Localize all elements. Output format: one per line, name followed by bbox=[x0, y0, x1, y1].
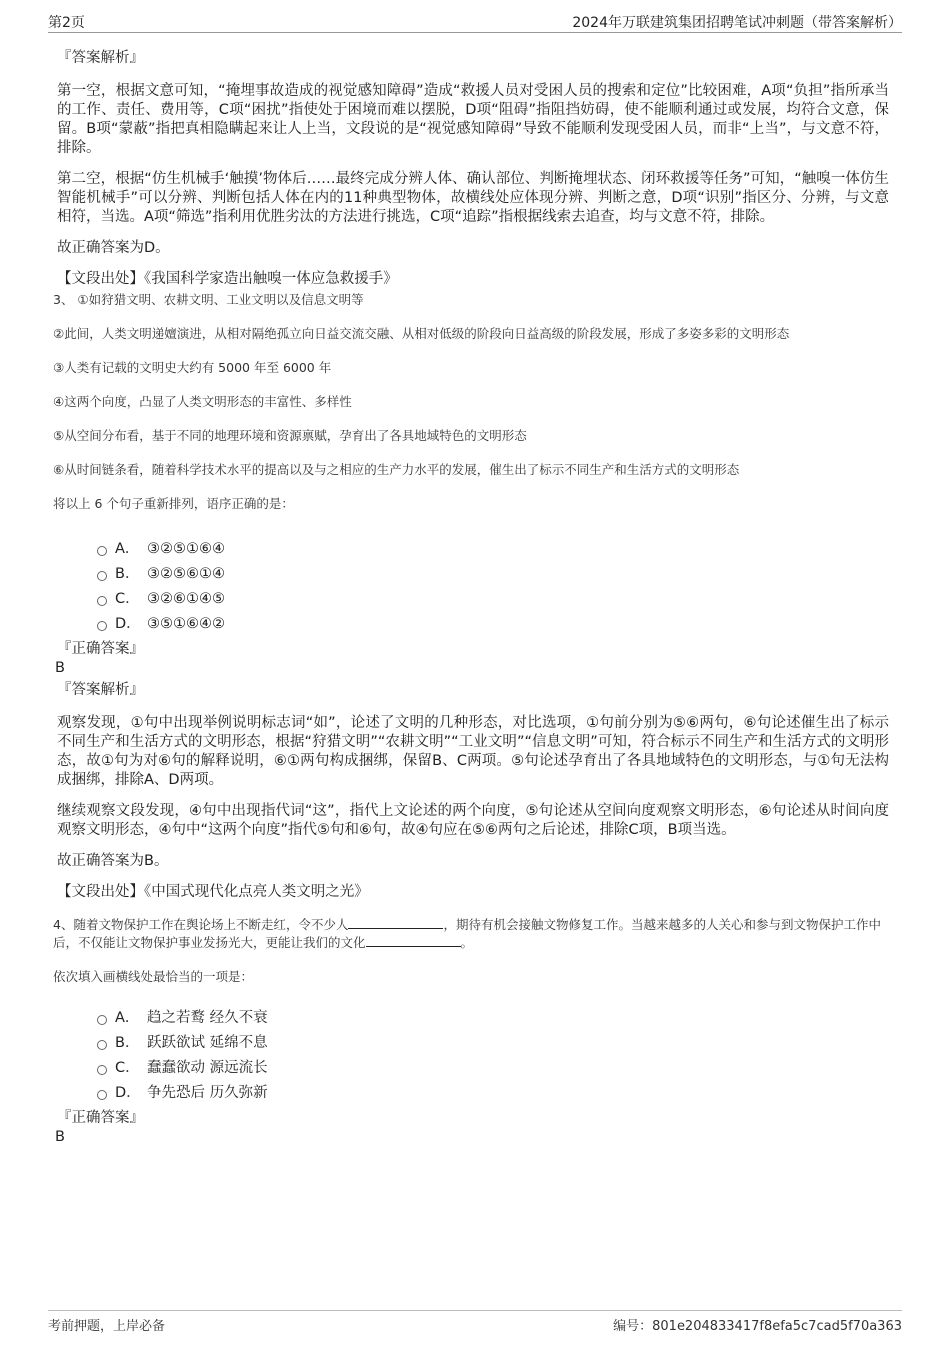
option-letter: D． bbox=[115, 1085, 141, 1101]
option-letter: C． bbox=[115, 591, 140, 607]
q3-analysis-label: 『答案解析』 bbox=[57, 682, 144, 698]
radio-icon[interactable] bbox=[97, 1015, 107, 1025]
option-text: ③②⑥①④⑤ bbox=[147, 591, 225, 607]
document-title: 2024年万联建筑集团招聘笔试冲刺题（带答案解析） bbox=[572, 15, 902, 31]
option-text: ③②⑤⑥①④ bbox=[147, 566, 225, 582]
option-letter: B． bbox=[115, 1035, 140, 1051]
q4-options bbox=[57, 1006, 889, 1106]
page-number: 第2页 bbox=[48, 15, 85, 31]
q4-option-d[interactable] bbox=[57, 1081, 889, 1106]
radio-icon[interactable] bbox=[97, 571, 107, 581]
q4-stem-part-2: ，期待有机会接触文物修复工作。当越来越多的人关心和参与到文物保护工作中后，不仅能让文物保护事业发扬光大，更能让我们的文化 bbox=[53, 917, 881, 950]
q3-source: 【文段出处】《中国式现代化点亮人类文明之光》 bbox=[57, 884, 369, 900]
option-letter: B． bbox=[115, 566, 140, 582]
q3-stem: 3、 ①如狩猎文明、农耕文明、工业文明以及信息文明等 bbox=[53, 292, 364, 307]
q4-option-c[interactable] bbox=[57, 1056, 889, 1081]
q3-option-c[interactable] bbox=[57, 587, 889, 612]
page-content bbox=[53, 46, 889, 1147]
q4-stem-part-3: 。 bbox=[460, 935, 474, 950]
option-text: 争先恐后 历久弥新 bbox=[147, 1085, 268, 1101]
option-text: ③②⑤①⑥④ bbox=[147, 541, 225, 557]
q3-analysis-para-1: 观察发现，①句中出现举例说明标志词“如”，论述了文明的几种形态，对比选项，①句前分别为⑤⑥两句，⑥句论述催生出了标示不同生产和生活方式的文明形态，根据“狩猎文明”“农耕文明”“工业文明”“信息文明”可知，符合标示不同生产和生活方式的文明形态，故①句为对⑥句的解释说明，⑥①两句构成捆绑，保留B、C两项。⑤句论述孕育出了各具地域特色的文明形态，与①句无法构成捆绑，排除A、D两项。 bbox=[57, 715, 889, 788]
q4-option-b[interactable] bbox=[57, 1031, 889, 1056]
option-text: 蠢蠢欲动 源远流长 bbox=[147, 1060, 268, 1076]
q3-option-b[interactable] bbox=[57, 562, 889, 587]
q3-conclusion: 故正确答案为B。 bbox=[57, 853, 169, 869]
q4-answer-label: 『正确答案』 bbox=[57, 1110, 144, 1126]
option-text: 跃跃欲试 延绵不息 bbox=[147, 1035, 268, 1051]
q4-stem bbox=[53, 916, 889, 952]
fill-blank-1 bbox=[348, 916, 443, 929]
page-footer bbox=[48, 1310, 902, 1336]
q2-analysis-para-2: 第二空，根据“仿生机械手‘触摸’物体后……最终完成分辨人体、确认部位、判断掩埋状态、闭环救援等任务”可知，“触嗅一体仿生智能机械手”可以分辨、判断包括人体在内的11种典型物体，故横线处应体现分辨、判断之意，D项“识别”指区分、分辨，与文意相符，当选。A项“筛选”指利用优胜劣汰的方法进行挑选，C项“追踪”指根据线索去追查，均与文意不符，排除。 bbox=[57, 171, 889, 225]
footer-slogan: 考前押题，上岸必备 bbox=[48, 1319, 166, 1334]
fill-blank-2 bbox=[366, 934, 461, 947]
q4-prompt: 依次填入画横线处最恰当的一项是： bbox=[53, 969, 254, 984]
q3-options bbox=[57, 537, 889, 637]
q3-option-d[interactable] bbox=[57, 612, 889, 637]
q2-conclusion: 故正确答案为D。 bbox=[57, 240, 170, 256]
option-letter: A． bbox=[115, 1010, 140, 1026]
q3-analysis-para-2: 继续观察文段发现，④句中出现指代词“这”，指代上文论述的两个向度，⑤句论述从空间向度观察文明形态，⑥句论述从时间向度观察文明形态，④句中“这两个向度”指代⑤句和⑥句，故④句应在⑤⑥两句之后论述，排除C项，B项当选。 bbox=[57, 803, 889, 838]
radio-icon[interactable] bbox=[97, 596, 107, 606]
q4-answer: B bbox=[55, 1129, 65, 1145]
option-letter: C． bbox=[115, 1060, 140, 1076]
option-text: ③⑤①⑥④② bbox=[147, 616, 225, 632]
radio-icon[interactable] bbox=[97, 1040, 107, 1050]
q2-analysis-label: 『答案解析』 bbox=[57, 50, 144, 66]
radio-icon[interactable] bbox=[97, 546, 107, 556]
q4-stem-part-1: 4、随着文物保护工作在舆论场上不断走红，令不少人 bbox=[53, 917, 349, 932]
page-header bbox=[48, 12, 902, 33]
q3-answer-label: 『正确答案』 bbox=[57, 641, 144, 657]
q2-source: 【文段出处】《我国科学家造出触嗅一体应急救援手》 bbox=[57, 271, 398, 287]
option-letter: A． bbox=[115, 541, 140, 557]
q3-answer: B bbox=[55, 660, 65, 676]
radio-icon[interactable] bbox=[97, 1090, 107, 1100]
q3-sentence-5: ⑤从空间分布看，基于不同的地理环境和资源禀赋，孕育出了各具地域特色的文明形态 bbox=[53, 428, 527, 443]
radio-icon[interactable] bbox=[97, 621, 107, 631]
radio-icon[interactable] bbox=[97, 1065, 107, 1075]
q3-prompt: 将以上 6 个句子重新排列，语序正确的是： bbox=[53, 496, 294, 511]
option-text: 趋之若鹜 经久不衰 bbox=[147, 1010, 268, 1026]
q3-sentence-6: ⑥从时间链条看，随着科学技术水平的提高以及与之相应的生产力水平的发展，催生出了标示不同生产和生活方式的文明形态 bbox=[53, 462, 740, 477]
document-serial: 编号：801e204833417f8efa5c7cad5f70a363 bbox=[613, 1319, 902, 1334]
option-letter: D． bbox=[115, 616, 141, 632]
q3-sentence-3: ③人类有记载的文明史大约有 5000 年至 6000 年 bbox=[53, 360, 332, 375]
q3-sentence-2: ②此间，人类文明递嬗演进，从相对隔绝孤立向日益交流交融、从相对低级的阶段向日益高级的阶段发展，形成了多姿多彩的文明形态 bbox=[53, 326, 790, 341]
q2-analysis-para-1: 第一空，根据文意可知，“掩埋事故造成的视觉感知障碍”造成“救援人员对受困人员的搜索和定位”比较困难，A项“负担”指所承当的工作、责任、费用等，C项“困扰”指使处于困境而难以摆脱，D项“阻碍”指阻挡妨碍，使不能顺利通过或发展，均符合文意，保留。B项“蒙蔽”指把真相隐瞒起来让人上当，文段说的是“视觉感知障碍”导致不能顺利发现受困人员，而非“上当”，与文意不符，排除。 bbox=[57, 83, 889, 156]
q3-option-a[interactable] bbox=[57, 537, 889, 562]
q4-option-a[interactable] bbox=[57, 1006, 889, 1031]
q3-sentence-4: ④这两个向度，凸显了人类文明形态的丰富性、多样性 bbox=[53, 394, 352, 409]
